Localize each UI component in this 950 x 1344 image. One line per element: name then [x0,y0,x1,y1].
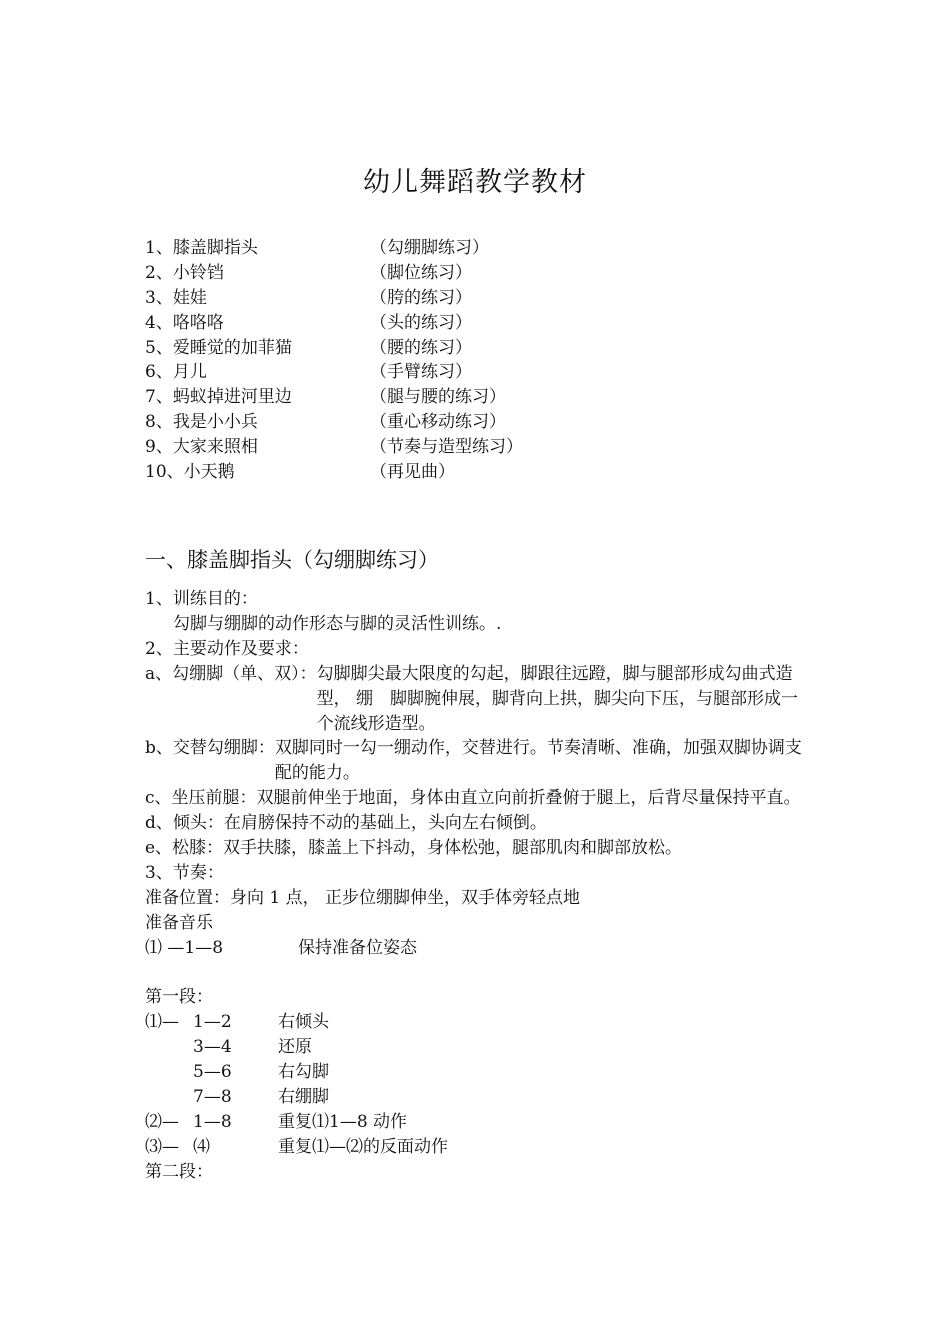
seq-action: 右绷脚 [278,1087,329,1108]
move-e: e、松膝：双手扶膝，膝盖上下抖动，身体松弛，腿部肌肉和脚部放松。 [145,838,683,859]
move-c: c、坐压前腿：双腿前伸坐于地面，身体由直立向前折叠俯于腿上，后背尽量保持平直。 [145,788,801,809]
toc-item-name: 4、咯咯咯 [145,312,224,333]
seq-count: 1—2 [193,1012,232,1033]
toc-item-name: 8、我是小小兵 [145,412,258,433]
seq-count: 5—6 [193,1062,232,1083]
sequence-row [145,1010,810,1035]
prep-position: 准备位置：身向 1 点， 正步位绷脚伸坐，双手体旁轻点地 [145,887,581,908]
toc-item-note: （再见曲） [370,462,455,483]
move-d: d、倾头：在肩膀保持不动的基础上，头向左右倾倒。 [145,813,547,834]
toc-item-name: 7、蚂蚁掉进河里边 [145,387,292,408]
part1-label: 第一段： [145,987,213,1008]
section-heading: 一、膝盖脚指头（勾绷脚练习） [145,548,439,572]
toc-item-name: 3、娃娃 [145,287,207,308]
rhythm-label: 3、节奏： [145,862,224,883]
sequence-row [145,1110,810,1135]
seq-action: 右勾脚 [278,1062,329,1083]
move-b-text: 双脚同时一勾一绷动作，交替进行。节奏清晰、准确，加强双脚协调支配的能力。 [274,738,802,784]
seq-action: 还原 [278,1037,312,1058]
seq-index: ⑵— [145,1111,179,1132]
toc-item-note: （勾绷脚练习） [370,238,489,258]
seq-count: 3—4 [193,1037,232,1058]
toc-item-note: （腰的练习） [370,337,472,358]
toc-item-note: （节奏与造型练习） [370,437,523,458]
seq-action: 重复⑴1—8 动作 [278,1111,408,1132]
toc-item-note: （重心移动练习） [370,412,506,433]
seq-count: ⑷ [193,1136,210,1157]
toc-item-name: 6、月儿 [145,362,207,383]
seq-action: 右倾头 [278,1012,329,1033]
seq-count: 7—8 [193,1087,232,1108]
goal-text: 勾脚与绷脚的动作形态与脚的灵活性训练。. [173,613,502,634]
document-title: 幼儿舞蹈教学教材 [363,167,587,198]
goal-label: 1、训练目的： [145,589,258,609]
toc-item-note: （头的练习） [370,312,472,333]
move-a [145,662,810,737]
toc-item-note: （手臂练习） [370,362,472,383]
move-a-label: a、勾绷脚（单、双）： [145,663,317,684]
toc-item-name: 10、小天鹅 [145,462,235,483]
sequence-row [145,1085,810,1110]
section-body [145,587,810,1185]
moves-label: 2、主要动作及要求： [145,638,309,659]
prep-sequence [145,936,810,961]
seq-index: ⑴— [145,1012,179,1033]
toc-item-name: 9、大家来照相 [145,437,258,458]
move-a-text: 勾脚脚尖最大限度的勾起，脚跟往远蹬，脚与腿部形成勾曲式造型， 绷 脚脚腕伸展，脚背向上拱，脚尖向下压，与腿部形成一个流线形造型。 [316,663,799,734]
sequence-row [145,1060,810,1085]
toc-item-name: 5、爱睡觉的加菲猫 [145,337,292,358]
seq-count: 1—8 [193,1111,232,1132]
prep-seq-index: ⑴ —1—8 [145,937,224,958]
part2-label: 第二段： [145,1161,213,1182]
seq-action: 重复⑴—⑵的反面动作 [278,1136,448,1157]
toc-item-note: （脚位练习） [370,262,472,283]
sequence-row [145,1035,810,1060]
toc-item-name: 1、膝盖脚指头 [145,238,258,258]
seq-index: ⑶— [145,1136,179,1157]
prep-seq-action: 保持准备位姿态 [298,937,417,958]
move-b [145,736,810,786]
sequence-row [145,1135,810,1160]
prep-music: 准备音乐 [145,912,213,933]
toc-item-note: （腿与腰的练习） [370,387,506,408]
move-b-label: b、交替勾绷脚： [145,738,275,759]
toc-item-note: （胯的练习） [370,287,472,308]
toc-item-name: 2、小铃铛 [145,262,224,283]
